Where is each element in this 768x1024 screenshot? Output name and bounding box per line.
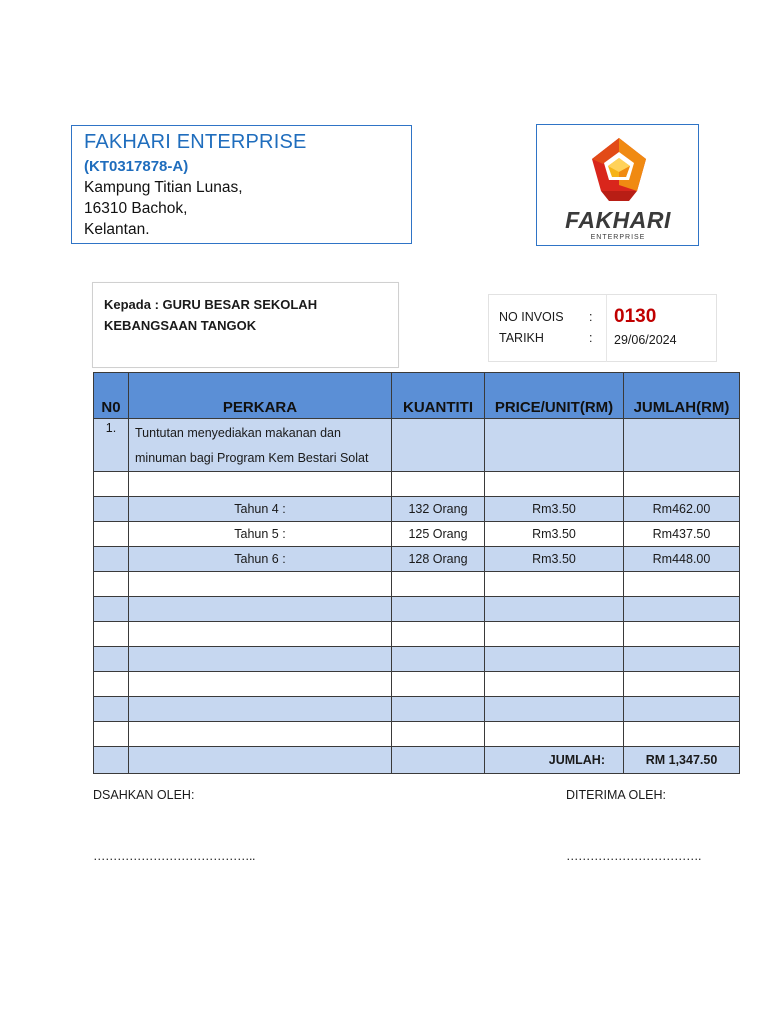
row-jumlah: Rm448.00: [624, 547, 740, 572]
received-by-label: DITERIMA OLEH:: [566, 788, 667, 802]
item-description: Tuntutan menyediakan makanan dan minuman bagi Program Kem Bestari Solat: [129, 419, 392, 472]
table-row: [94, 672, 740, 697]
table-cell: [485, 572, 624, 597]
table-cell: [94, 597, 129, 622]
table-cell: [392, 647, 485, 672]
table-cell: [392, 419, 485, 472]
table-cell: [94, 572, 129, 597]
company-address-line-2: 16310 Bachok,: [84, 200, 188, 217]
table-cell: [485, 722, 624, 747]
table-cell: [94, 522, 129, 547]
company-address-line-3: Kelantan.: [84, 221, 150, 238]
table-cell: [392, 472, 485, 497]
table-cell: [392, 572, 485, 597]
table-cell: [485, 647, 624, 672]
table-cell: [624, 672, 740, 697]
row-kuantiti: 128 Orang: [392, 547, 485, 572]
total-label: JUMLAH:: [485, 747, 624, 774]
table-cell: [485, 419, 624, 472]
row-jumlah: Rm437.50: [624, 522, 740, 547]
table-cell: [94, 647, 129, 672]
table-cell: [129, 672, 392, 697]
table-total-row: [94, 747, 740, 774]
recipient-box: [92, 282, 399, 368]
logo-box: [536, 124, 699, 246]
table-cell: [624, 697, 740, 722]
table-cell: [392, 622, 485, 647]
company-name: FAKHARI ENTERPRISE: [84, 131, 307, 153]
table-row: [94, 572, 740, 597]
table-cell: [485, 697, 624, 722]
table-row: [94, 722, 740, 747]
logo-tagline: ENTERPRISE: [590, 234, 646, 241]
invoice-number-label: NO INVOIS: [499, 310, 564, 324]
table-cell: [485, 597, 624, 622]
table-cell: [129, 747, 392, 774]
table-cell: [129, 647, 392, 672]
table-cell: [392, 747, 485, 774]
invoice-info-box: [488, 294, 717, 362]
logo-pentagon-bottom: [601, 191, 637, 201]
items-table: [93, 372, 740, 774]
header-kuantiti: KUANTITI: [392, 373, 485, 419]
table-cell: [94, 497, 129, 522]
table-cell: [624, 647, 740, 672]
received-signature-line: …………………………….: [566, 849, 701, 863]
total-value: RM 1,347.50: [624, 747, 740, 774]
approved-by-label: DSAHKAN OLEH:: [93, 788, 195, 802]
table-row: [94, 647, 740, 672]
invoice-date-colon: :: [589, 331, 593, 345]
table-row: [94, 697, 740, 722]
table-cell: [94, 547, 129, 572]
row-perkara: Tahun 6 :: [129, 547, 392, 572]
header-price-unit: PRICE/UNIT(RM): [485, 373, 624, 419]
row-jumlah: Rm462.00: [624, 497, 740, 522]
table-cell: [392, 722, 485, 747]
table-cell: [129, 572, 392, 597]
company-registration-number: (KT0317878-A): [84, 158, 189, 175]
table-cell: [485, 472, 624, 497]
row-perkara: Tahun 4 :: [129, 497, 392, 522]
company-info-box: [71, 125, 412, 244]
table-cell: [624, 419, 740, 472]
table-cell: [129, 472, 392, 497]
row-price: Rm3.50: [485, 497, 624, 522]
table-cell: [624, 597, 740, 622]
company-address-line-1: Kampung Titian Lunas,: [84, 179, 243, 196]
table-cell: [94, 747, 129, 774]
table-cell: [624, 722, 740, 747]
table-cell: [392, 672, 485, 697]
invoice-date: 29/06/2024: [614, 333, 677, 347]
approved-signature-line: …………………………………..: [93, 849, 255, 863]
table-cell: [129, 697, 392, 722]
invoice-date-label: TARIKH: [499, 331, 544, 345]
table-cell: [94, 672, 129, 697]
table-cell: [94, 722, 129, 747]
invoice-number: 0130: [614, 306, 657, 327]
table-header-row: [94, 373, 740, 419]
table-row-item-1: [94, 419, 740, 472]
table-row: [94, 597, 740, 622]
invoice-divider: [606, 295, 607, 362]
table-cell: [392, 597, 485, 622]
item-no: 1.: [94, 419, 129, 472]
company-logo: [537, 125, 698, 245]
table-cell: [485, 622, 624, 647]
invoice-number-colon: :: [589, 310, 593, 324]
row-price: Rm3.50: [485, 522, 624, 547]
table-row-tahun-6: [94, 547, 740, 572]
row-kuantiti: 125 Orang: [392, 522, 485, 547]
table-cell: [94, 697, 129, 722]
table-cell: [129, 722, 392, 747]
row-price: Rm3.50: [485, 547, 624, 572]
table-cell: [129, 622, 392, 647]
row-perkara: Tahun 5 :: [129, 522, 392, 547]
table-row: [94, 472, 740, 497]
logo-wordmark: FAKHARI: [565, 207, 671, 233]
header-jumlah: JUMLAH(RM): [624, 373, 740, 419]
header-no: N0: [94, 373, 129, 419]
table-row-tahun-4: [94, 497, 740, 522]
table-row: [94, 622, 740, 647]
table-cell: [94, 622, 129, 647]
recipient-text: Kepada : GURU BESAR SEKOLAH KEBANGSAAN TANGOK: [104, 297, 318, 333]
table-cell: [624, 572, 740, 597]
table-cell: [94, 472, 129, 497]
row-kuantiti: 132 Orang: [392, 497, 485, 522]
table-cell: [129, 597, 392, 622]
table-cell: [624, 622, 740, 647]
table-cell: [485, 672, 624, 697]
header-perkara: PERKARA: [129, 373, 392, 419]
table-cell: [392, 697, 485, 722]
table-row-tahun-5: [94, 522, 740, 547]
table-cell: [624, 472, 740, 497]
